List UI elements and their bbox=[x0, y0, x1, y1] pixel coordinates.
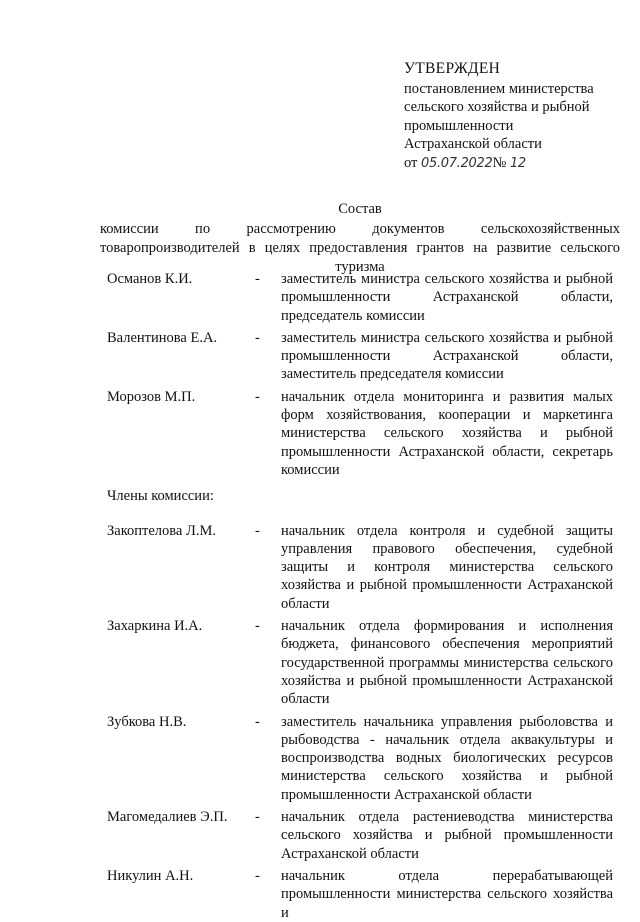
dash-separator: - bbox=[255, 388, 260, 405]
handwritten-number: 12 bbox=[509, 155, 526, 171]
roster-row bbox=[107, 867, 613, 922]
roster-row bbox=[107, 329, 613, 384]
approval-stamp bbox=[404, 60, 629, 173]
member-role: начальник отдела перерабатывающей промышленности министерства сельского хозяйства и bbox=[281, 867, 613, 921]
roster-row bbox=[107, 388, 613, 479]
member-name: Магомедалиев Э.П. bbox=[107, 809, 228, 826]
dash-separator: - bbox=[255, 271, 260, 287]
date-prefix: от bbox=[404, 154, 418, 171]
roster-row bbox=[107, 808, 613, 863]
member-role: начальник отдела формирования и исполнения бюджета, финансового обеспечения мероприятий государственной программы министерства сельского хозяйства и рыбной промышленности Астраханской области bbox=[281, 618, 613, 708]
member-name: Закоптелова Л.М. bbox=[107, 522, 216, 539]
number-prefix: № bbox=[492, 154, 507, 171]
member-name: Никулин А.Н. bbox=[107, 867, 194, 884]
dash-separator: - bbox=[255, 329, 260, 346]
document-heading bbox=[100, 200, 620, 277]
heading-title: Состав bbox=[338, 201, 382, 217]
approval-title: УТВЕРЖДЕН bbox=[404, 60, 501, 77]
member-name: Зубкова Н.В. bbox=[107, 713, 187, 730]
member-role: начальник отдела растениеводства министерства сельского хозяйства и рыбной промышленности Астраханской области bbox=[281, 809, 613, 862]
member-role: начальник отдела контроля и судебной защиты управления правового обеспечения, судебной защиты и контроля министерства сельского хозяйства и рыбной промышленности Астраханской области bbox=[281, 522, 613, 612]
member-name: Османов К.И. bbox=[107, 271, 193, 287]
approval-date-line bbox=[404, 154, 629, 174]
roster-row bbox=[107, 270, 613, 325]
dash-separator: - bbox=[255, 867, 260, 884]
roster-row bbox=[107, 617, 613, 708]
roster-row bbox=[107, 522, 613, 613]
members-label: Члены комиссии: bbox=[107, 488, 214, 505]
dash-separator: - bbox=[255, 618, 260, 635]
members-list bbox=[107, 522, 613, 922]
approval-line: промышленности bbox=[404, 117, 514, 134]
member-role: заместитель начальника управления рыболовства и рыбоводства - начальник отдела аквакультуры и воспроизводства водных биологических ресурсов министерства сельского хозяйства и рыбной промышленности Астраханской области bbox=[281, 713, 613, 803]
member-name: Морозов М.П. bbox=[107, 388, 196, 405]
member-role: начальник отдела мониторинга и развития малых форм хозяйствования, кооперации и маркетинга министерства сельского хозяйства и рыбной промышленности Астраханской области, секретарь комиссии bbox=[281, 388, 613, 478]
member-role: заместитель министра сельского хозяйства и рыбной промышленности Астраханской области, заместитель председателя комиссии bbox=[281, 329, 613, 383]
dash-separator: - bbox=[255, 713, 260, 730]
handwritten-date: 05.07.2022 bbox=[421, 155, 493, 171]
approval-line: постановлением министерства bbox=[404, 80, 594, 97]
leadership-list bbox=[107, 270, 613, 479]
member-role: заместитель министра сельского хозяйства и рыбной промышленности Астраханской области, председатель комиссии bbox=[281, 271, 613, 324]
commission-roster bbox=[107, 270, 613, 922]
member-name: Захаркина И.А. bbox=[107, 618, 203, 635]
member-name: Валентинова Е.А. bbox=[107, 329, 218, 346]
dash-separator: - bbox=[255, 809, 260, 826]
approval-line: сельского хозяйства и рыбной bbox=[404, 99, 590, 115]
heading-subtitle: комиссии по рассмотрению документов сельскохозяйственных товаропроизводителей в целях предоставления грантов на развитие сельского туризма bbox=[100, 221, 620, 275]
dash-separator: - bbox=[255, 522, 260, 539]
roster-row bbox=[107, 713, 613, 804]
approval-line: Астраханской области bbox=[404, 136, 542, 152]
